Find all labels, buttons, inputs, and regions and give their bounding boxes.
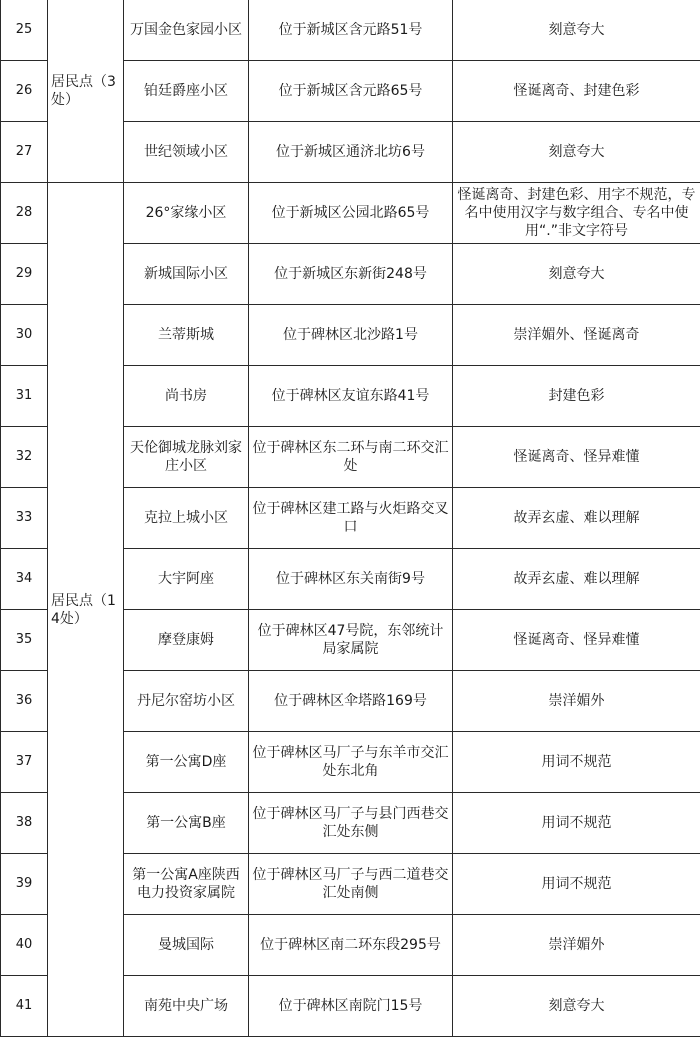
place-name-cell: 克拉上城小区 xyxy=(124,488,249,549)
problem-cell: 怪诞离奇、封建色彩 xyxy=(453,61,700,122)
location-cell: 位于碑林区47号院，东邻统计局家属院 xyxy=(249,610,453,671)
place-name-cell: 世纪领域小区 xyxy=(124,122,249,183)
problem-cell: 用词不规范 xyxy=(453,732,700,793)
location-cell: 位于碑林区伞塔路169号 xyxy=(249,671,453,732)
row-number-cell: 39 xyxy=(1,854,48,915)
location-cell: 位于碑林区南二环东段295号 xyxy=(249,915,453,976)
place-name-cell: 摩登康姆 xyxy=(124,610,249,671)
category-cell: 居民点（3处） xyxy=(48,0,124,183)
row-number-cell: 35 xyxy=(1,610,48,671)
row-number-cell: 36 xyxy=(1,671,48,732)
problem-cell: 故弄玄虚、难以理解 xyxy=(453,549,700,610)
row-number-cell: 28 xyxy=(1,183,48,244)
place-name-cell: 大宇阿座 xyxy=(124,549,249,610)
problem-cell: 崇洋媚外 xyxy=(453,671,700,732)
problem-cell: 刻意夸大 xyxy=(453,0,700,61)
place-name-cell: 第一公寓A座陕西电力投资家属院 xyxy=(124,854,249,915)
place-name-cell: 26°家缘小区 xyxy=(124,183,249,244)
problem-cell: 刻意夸大 xyxy=(453,976,700,1037)
place-name-cell: 第一公寓B座 xyxy=(124,793,249,854)
problem-cell: 怪诞离奇、怪异难懂 xyxy=(453,610,700,671)
place-name-cell: 第一公寓D座 xyxy=(124,732,249,793)
location-cell: 位于新城区含元路51号 xyxy=(249,0,453,61)
place-name-cell: 天伦御城龙脉刘家庄小区 xyxy=(124,427,249,488)
row-number-cell: 32 xyxy=(1,427,48,488)
place-name-cell: 曼城国际 xyxy=(124,915,249,976)
location-cell: 位于新城区东新街248号 xyxy=(249,244,453,305)
table-row xyxy=(1,183,700,244)
location-cell: 位于碑林区友谊东路41号 xyxy=(249,366,453,427)
location-cell: 位于新城区公园北路65号 xyxy=(249,183,453,244)
row-number-cell: 31 xyxy=(1,366,48,427)
row-number-cell: 38 xyxy=(1,793,48,854)
problem-cell: 怪诞离奇、怪异难懂 xyxy=(453,427,700,488)
location-cell: 位于新城区含元路65号 xyxy=(249,61,453,122)
row-number-cell: 27 xyxy=(1,122,48,183)
place-name-cell: 南苑中央广场 xyxy=(124,976,249,1037)
row-number-cell: 34 xyxy=(1,549,48,610)
row-number-cell: 40 xyxy=(1,915,48,976)
place-name-cell: 新城国际小区 xyxy=(124,244,249,305)
problem-cell: 崇洋媚外 xyxy=(453,915,700,976)
location-cell: 位于碑林区马厂子与东羊市交汇处东北角 xyxy=(249,732,453,793)
location-cell: 位于碑林区东二环与南二环交汇处 xyxy=(249,427,453,488)
row-number-cell: 26 xyxy=(1,61,48,122)
place-name-cell: 丹尼尔窑坊小区 xyxy=(124,671,249,732)
table-row xyxy=(1,0,700,61)
place-name-cell: 兰蒂斯城 xyxy=(124,305,249,366)
location-cell: 位于碑林区东关南街9号 xyxy=(249,549,453,610)
problem-cell: 刻意夸大 xyxy=(453,122,700,183)
location-cell: 位于碑林区马厂子与西二道巷交汇处南侧 xyxy=(249,854,453,915)
category-cell: 居民点（14处） xyxy=(48,183,124,1037)
location-cell: 位于碑林区马厂子与县门西巷交汇处东侧 xyxy=(249,793,453,854)
place-name-cell: 铂廷爵座小区 xyxy=(124,61,249,122)
place-name-cell: 尚书房 xyxy=(124,366,249,427)
row-number-cell: 30 xyxy=(1,305,48,366)
problem-cell: 封建色彩 xyxy=(453,366,700,427)
table-body xyxy=(1,0,700,1037)
problem-cell: 刻意夸大 xyxy=(453,244,700,305)
place-name-cell: 万国金色家园小区 xyxy=(124,0,249,61)
location-cell: 位于碑林区北沙路1号 xyxy=(249,305,453,366)
problem-cell: 故弄玄虚、难以理解 xyxy=(453,488,700,549)
row-number-cell: 33 xyxy=(1,488,48,549)
row-number-cell: 41 xyxy=(1,976,48,1037)
problem-cell: 用词不规范 xyxy=(453,793,700,854)
location-cell: 位于新城区通济北坊6号 xyxy=(249,122,453,183)
location-cell: 位于碑林区建工路与火炬路交叉口 xyxy=(249,488,453,549)
row-number-cell: 25 xyxy=(1,0,48,61)
problem-cell: 怪诞离奇、封建色彩、用字不规范，专名中使用汉字与数字组合、专名中使用“.”非文字符号 xyxy=(453,183,700,244)
row-number-cell: 37 xyxy=(1,732,48,793)
location-cell: 位于碑林区南院门15号 xyxy=(249,976,453,1037)
row-number-cell: 29 xyxy=(1,244,48,305)
problem-cell: 崇洋媚外、怪诞离奇 xyxy=(453,305,700,366)
problem-cell: 用词不规范 xyxy=(453,854,700,915)
